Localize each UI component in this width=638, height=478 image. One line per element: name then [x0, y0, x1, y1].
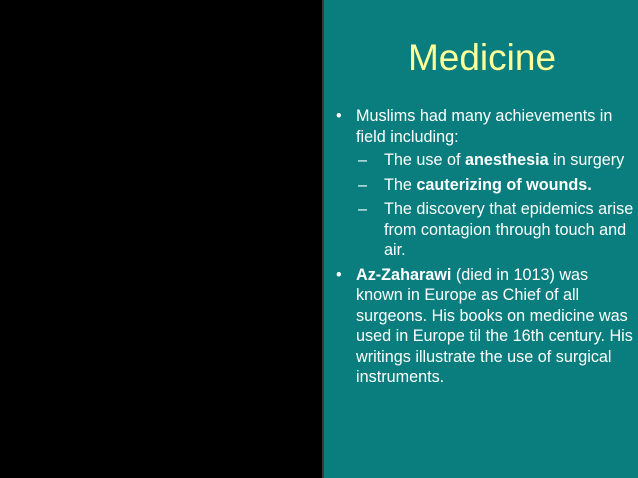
- sub-bullet-text-bold: anesthesia: [465, 151, 549, 169]
- bullet-mark: •: [336, 265, 342, 284]
- bullet-mark: •: [336, 107, 342, 125]
- bullet-text-bold: Az-Zaharawi: [356, 265, 452, 284]
- dash-mark: –: [358, 175, 368, 194]
- bullet-text-post: (died in 1013) was known in Europe as Chief of all surgeons. His books on medicine was used in Europe til the 16th century. His writings illustrate the use of surgical instruments.: [356, 265, 633, 386]
- right-teal-panel: [322, 0, 638, 478]
- dash-mark: –: [358, 200, 368, 218]
- sub-bullet-text-pre: The discovery that epidemics arise from contagion through touch and air.: [384, 200, 634, 259]
- sub-bullet-text-pre: The use of: [384, 151, 465, 169]
- bullet-text: Muslims had many achievements in field including:: [356, 107, 613, 146]
- bullet-item: [334, 265, 634, 388]
- sub-bullet-item: [334, 199, 634, 261]
- sub-bullet-text-bold: cauterizing of wounds.: [416, 175, 592, 194]
- slide-content: [334, 106, 634, 391]
- slide-title: Medicine: [407, 37, 557, 78]
- sub-bullet-text-pre: The: [384, 175, 417, 194]
- dash-mark: –: [358, 151, 368, 169]
- sub-bullet-item: [334, 175, 634, 196]
- sub-bullet-item: [334, 150, 634, 171]
- bullet-item: [334, 106, 634, 147]
- sub-bullet-text-post: in surgery: [548, 151, 625, 169]
